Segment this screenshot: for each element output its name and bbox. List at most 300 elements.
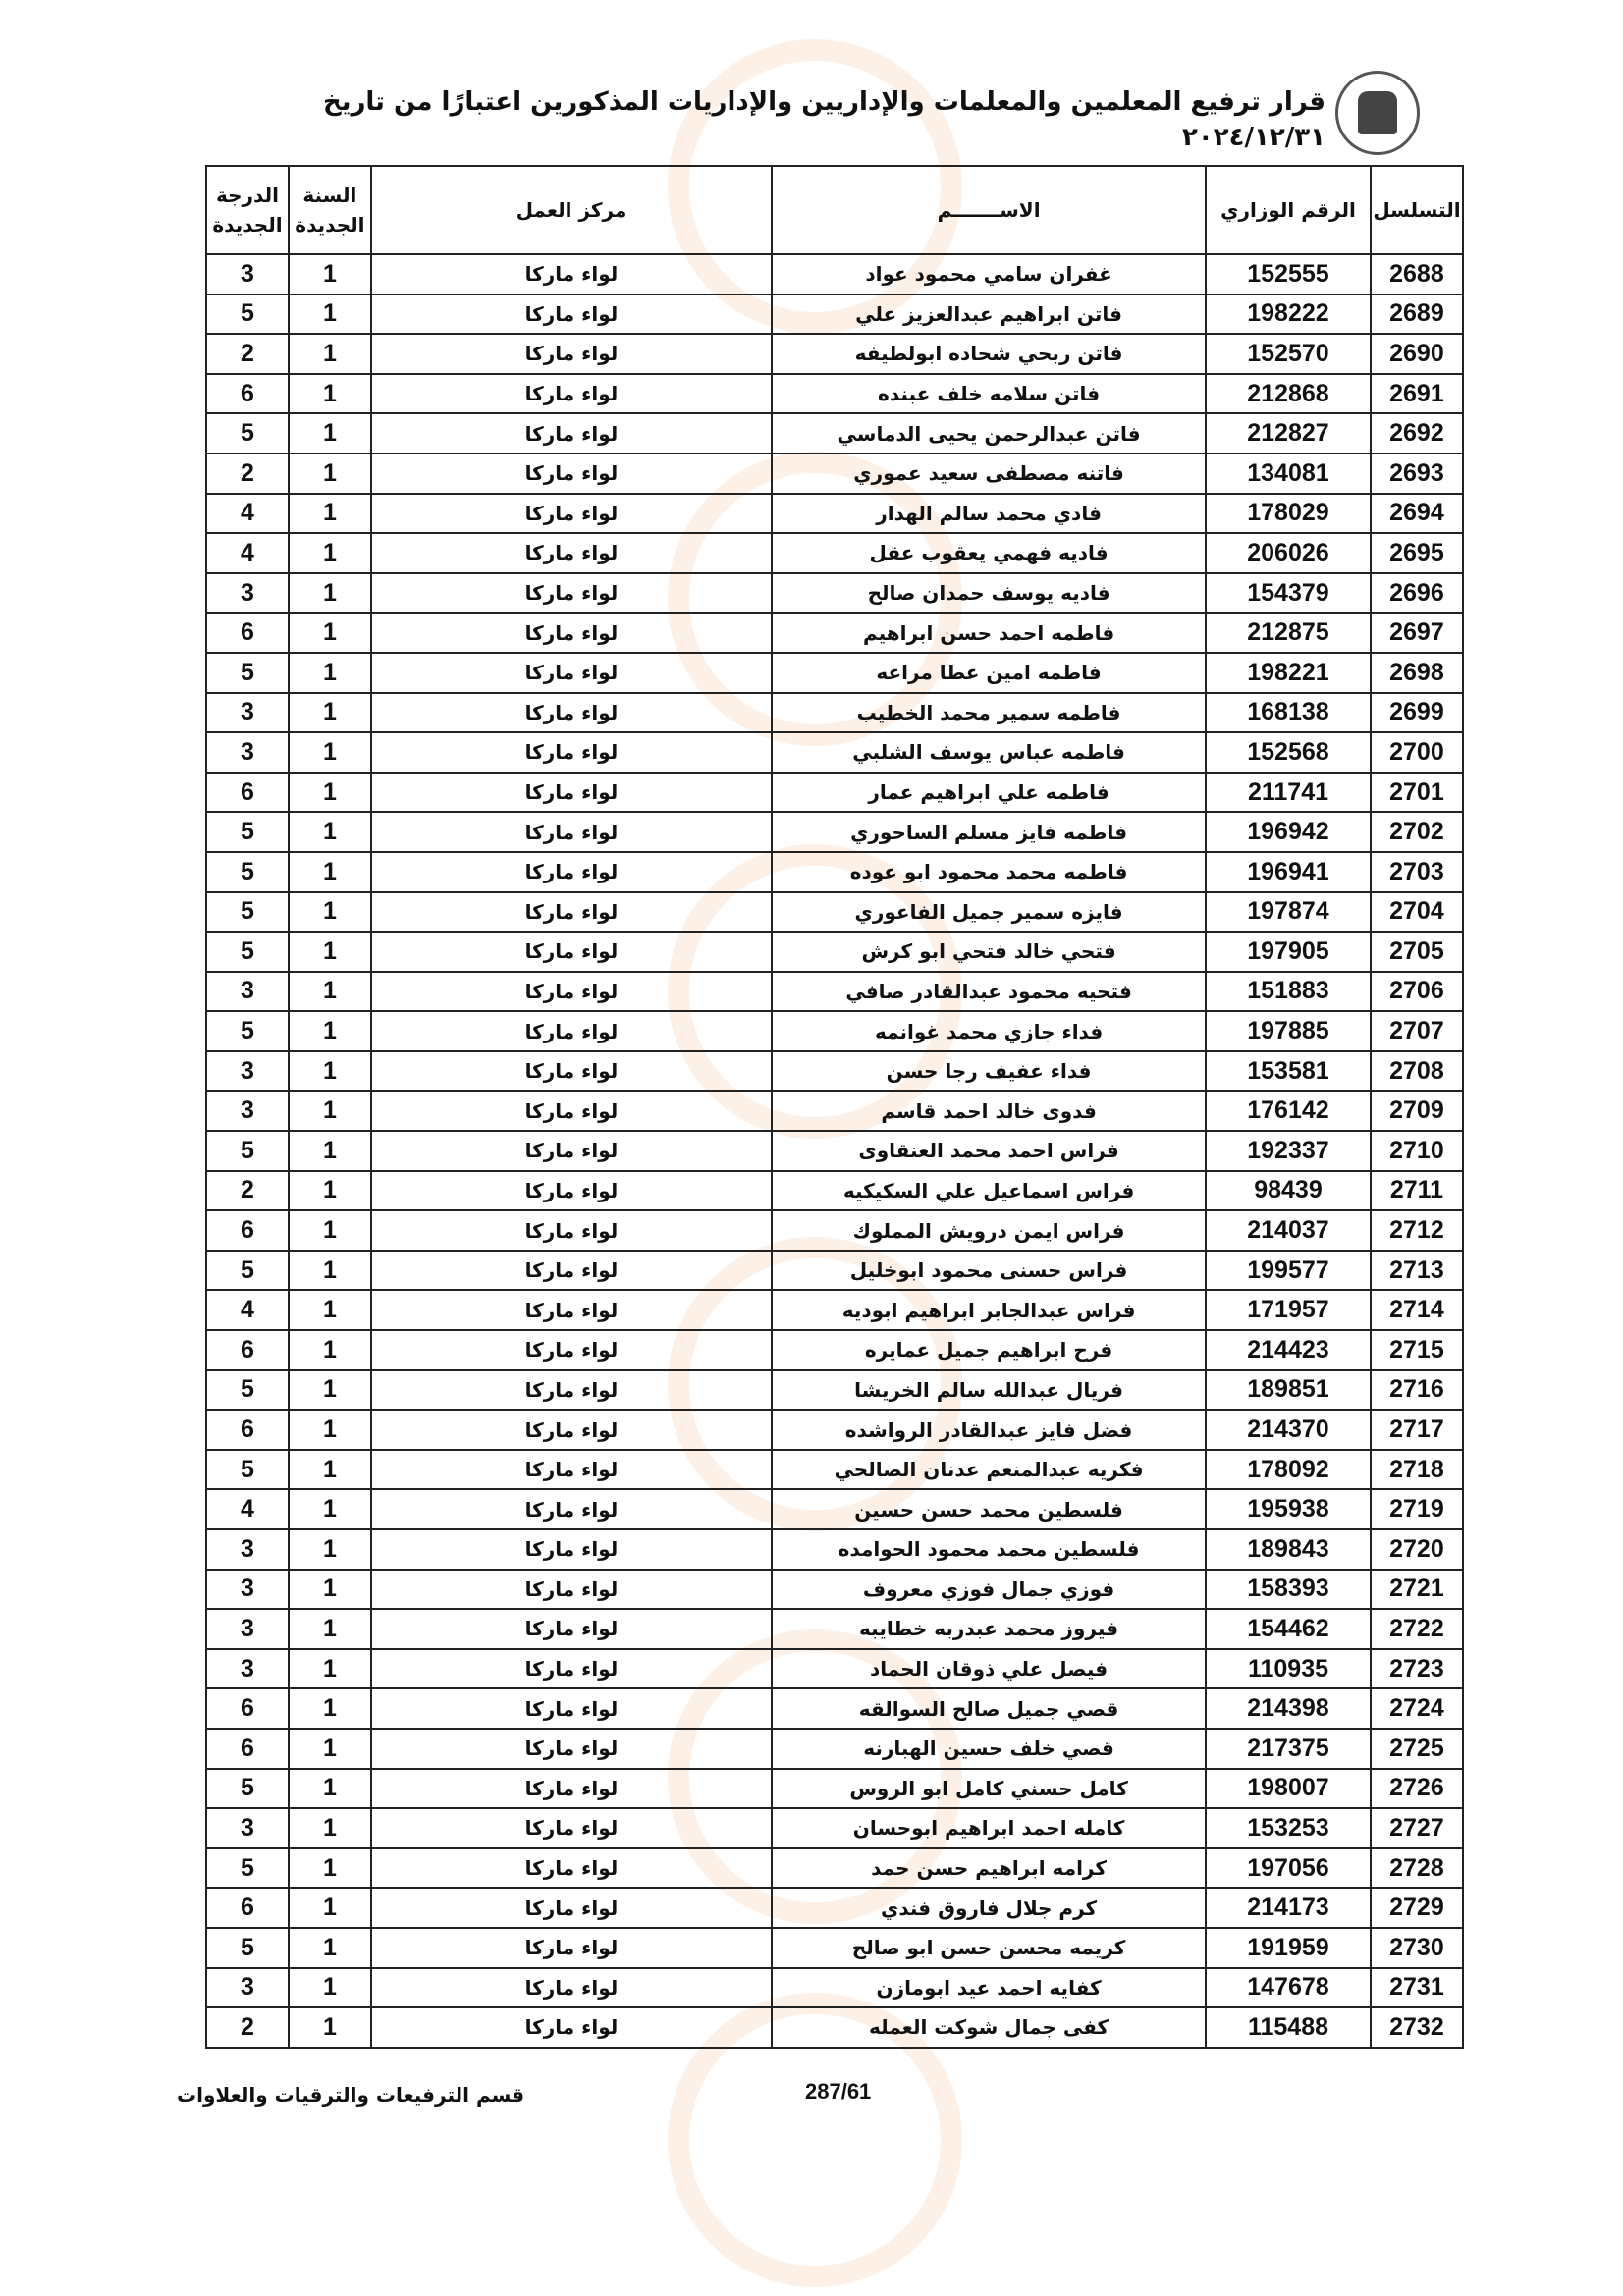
name-cell: كامله احمد ابراهيم ابوحسان xyxy=(772,1808,1206,1848)
new-year-cell: 1 xyxy=(289,1131,371,1171)
name-cell: كريمه محسن حسن ابو صالح xyxy=(772,1928,1206,1968)
new-year-cell: 1 xyxy=(289,413,371,454)
new-grade-cell: 6 xyxy=(206,1688,289,1729)
ministry-number-cell: 189843 xyxy=(1206,1529,1371,1570)
new-grade-cell: 3 xyxy=(206,1649,289,1689)
new-year-cell: 1 xyxy=(289,1011,371,1051)
name-cell: فداء جازي محمد غوانمه xyxy=(772,1011,1206,1051)
serial-cell: 2710 xyxy=(1371,1131,1463,1171)
name-cell: فاطمه سمير محمد الخطيب xyxy=(772,693,1206,733)
work-center-cell: لواء ماركا xyxy=(371,1808,772,1848)
name-cell: فاطمه احمد حسن ابراهيم xyxy=(772,613,1206,653)
table-row xyxy=(206,1330,1463,1370)
serial-cell: 2715 xyxy=(1371,1330,1463,1370)
serial-cell: 2699 xyxy=(1371,693,1463,733)
name-cell: فوزي جمال فوزي معروف xyxy=(772,1570,1206,1610)
work-center-cell: لواء ماركا xyxy=(371,1529,772,1570)
new-grade-cell: 4 xyxy=(206,494,289,534)
ministry-number-cell: 196942 xyxy=(1206,812,1371,852)
new-year-cell: 1 xyxy=(289,374,371,414)
new-year-cell: 1 xyxy=(289,1171,371,1211)
ministry-number-cell: 110935 xyxy=(1206,1649,1371,1689)
serial-cell: 2725 xyxy=(1371,1729,1463,1769)
new-year-cell: 1 xyxy=(289,494,371,534)
work-center-cell: لواء ماركا xyxy=(371,1410,772,1450)
ministry-number-cell: 168138 xyxy=(1206,693,1371,733)
name-cell: فاطمه فايز مسلم الساحوري xyxy=(772,812,1206,852)
header-work-center: مركز العمل xyxy=(371,166,772,254)
serial-cell: 2697 xyxy=(1371,613,1463,653)
table-row xyxy=(206,1251,1463,1291)
table-row xyxy=(206,892,1463,933)
work-center-cell: لواء ماركا xyxy=(371,1649,772,1689)
new-grade-cell: 4 xyxy=(206,533,289,573)
name-cell: فدوى خالد احمد قاسم xyxy=(772,1091,1206,1131)
ministry-number-cell: 152568 xyxy=(1206,732,1371,773)
name-cell: كفايه احمد عيد ابومازن xyxy=(772,1968,1206,2008)
serial-cell: 2705 xyxy=(1371,932,1463,972)
name-cell: فاطمه علي ابراهيم عمار xyxy=(772,773,1206,813)
ministry-number-cell: 189851 xyxy=(1206,1370,1371,1411)
work-center-cell: لواء ماركا xyxy=(371,1609,772,1649)
work-center-cell: لواء ماركا xyxy=(371,732,772,773)
name-cell: فلسطين محمد حسن حسين xyxy=(772,1489,1206,1529)
ministry-number-cell: 214037 xyxy=(1206,1210,1371,1251)
work-center-cell: لواء ماركا xyxy=(371,1450,772,1490)
new-year-cell: 1 xyxy=(289,294,371,335)
name-cell: فراس عبدالجابر ابراهيم ابوديه xyxy=(772,1290,1206,1330)
serial-cell: 2726 xyxy=(1371,1769,1463,1809)
serial-cell: 2721 xyxy=(1371,1570,1463,1610)
new-grade-cell: 5 xyxy=(206,1769,289,1809)
ministry-number-cell: 198222 xyxy=(1206,294,1371,335)
new-grade-cell: 2 xyxy=(206,454,289,494)
ministry-number-cell: 212875 xyxy=(1206,613,1371,653)
ministry-number-cell: 176142 xyxy=(1206,1091,1371,1131)
new-grade-cell: 3 xyxy=(206,732,289,773)
new-grade-cell: 4 xyxy=(206,1489,289,1529)
serial-cell: 2729 xyxy=(1371,1888,1463,1928)
serial-cell: 2689 xyxy=(1371,294,1463,335)
ministry-number-cell: 192337 xyxy=(1206,1131,1371,1171)
table-row xyxy=(206,533,1463,573)
work-center-cell: لواء ماركا xyxy=(371,1290,772,1330)
work-center-cell: لواء ماركا xyxy=(371,932,772,972)
serial-cell: 2709 xyxy=(1371,1091,1463,1131)
new-grade-cell: 5 xyxy=(206,852,289,892)
name-cell: فتحيه محمود عبدالقادر صافي xyxy=(772,972,1206,1012)
name-cell: فايزه سمير جميل الفاعوري xyxy=(772,892,1206,933)
new-year-cell: 1 xyxy=(289,254,371,294)
serial-cell: 2727 xyxy=(1371,1808,1463,1848)
new-year-cell: 1 xyxy=(289,454,371,494)
new-year-cell: 1 xyxy=(289,1649,371,1689)
new-year-cell: 1 xyxy=(289,1251,371,1291)
serial-cell: 2693 xyxy=(1371,454,1463,494)
table-row xyxy=(206,1210,1463,1251)
new-grade-cell: 6 xyxy=(206,773,289,813)
name-cell: فرح ابراهيم جميل عمايره xyxy=(772,1330,1206,1370)
new-year-cell: 1 xyxy=(289,2007,371,2048)
ministry-number-cell: 198221 xyxy=(1206,653,1371,693)
ministry-number-cell: 171957 xyxy=(1206,1290,1371,1330)
new-grade-cell: 6 xyxy=(206,613,289,653)
serial-cell: 2719 xyxy=(1371,1489,1463,1529)
work-center-cell: لواء ماركا xyxy=(371,294,772,335)
ministry-number-cell: 197874 xyxy=(1206,892,1371,933)
new-year-cell: 1 xyxy=(289,812,371,852)
ministry-number-cell: 199577 xyxy=(1206,1251,1371,1291)
ministry-number-cell: 198007 xyxy=(1206,1769,1371,1809)
new-grade-cell: 5 xyxy=(206,1928,289,1968)
new-grade-cell: 2 xyxy=(206,2007,289,2048)
table-row xyxy=(206,1848,1463,1889)
serial-cell: 2700 xyxy=(1371,732,1463,773)
new-grade-cell: 5 xyxy=(206,413,289,454)
new-year-cell: 1 xyxy=(289,773,371,813)
serial-cell: 2731 xyxy=(1371,1968,1463,2008)
name-cell: غفران سامي محمود عواد xyxy=(772,254,1206,294)
ministry-number-cell: 217375 xyxy=(1206,1729,1371,1769)
ministry-number-cell: 152570 xyxy=(1206,334,1371,374)
table-row xyxy=(206,1171,1463,1211)
table-row xyxy=(206,1649,1463,1689)
table-row xyxy=(206,454,1463,494)
table-row xyxy=(206,1888,1463,1928)
name-cell: فيروز محمد عبدربه خطايبه xyxy=(772,1609,1206,1649)
name-cell: فراس اسماعيل علي السكيكيه xyxy=(772,1171,1206,1211)
new-grade-cell: 6 xyxy=(206,1210,289,1251)
name-cell: كرامه ابراهيم حسن حمد xyxy=(772,1848,1206,1889)
new-grade-cell: 2 xyxy=(206,334,289,374)
name-cell: فاطمه محمد محمود ابو عوده xyxy=(772,852,1206,892)
ministry-number-cell: 154379 xyxy=(1206,573,1371,614)
work-center-cell: لواء ماركا xyxy=(371,2007,772,2048)
name-cell: فيصل علي ذوقان الحماد xyxy=(772,1649,1206,1689)
work-center-cell: لواء ماركا xyxy=(371,613,772,653)
ministry-number-cell: 178029 xyxy=(1206,494,1371,534)
name-cell: فاديه يوسف حمدان صالح xyxy=(772,573,1206,614)
ministry-number-cell: 158393 xyxy=(1206,1570,1371,1610)
work-center-cell: لواء ماركا xyxy=(371,972,772,1012)
new-year-cell: 1 xyxy=(289,1928,371,1968)
new-year-cell: 1 xyxy=(289,1570,371,1610)
ministry-number-cell: 153253 xyxy=(1206,1808,1371,1848)
work-center-cell: لواء ماركا xyxy=(371,374,772,414)
new-year-cell: 1 xyxy=(289,1091,371,1131)
new-grade-cell: 6 xyxy=(206,1729,289,1769)
new-year-cell: 1 xyxy=(289,1529,371,1570)
serial-cell: 2704 xyxy=(1371,892,1463,933)
name-cell: كامل حسني كامل ابو الروس xyxy=(772,1769,1206,1809)
ministry-number-cell: 115488 xyxy=(1206,2007,1371,2048)
ministry-number-cell: 212868 xyxy=(1206,374,1371,414)
table-row xyxy=(206,1808,1463,1848)
table-row xyxy=(206,254,1463,294)
serial-cell: 2701 xyxy=(1371,773,1463,813)
new-year-cell: 1 xyxy=(289,1370,371,1411)
new-grade-cell: 3 xyxy=(206,1609,289,1649)
new-year-cell: 1 xyxy=(289,1609,371,1649)
table-header-row xyxy=(206,166,1463,254)
work-center-cell: لواء ماركا xyxy=(371,334,772,374)
department-label: قسم الترفيعات والترقيات والعلاوات xyxy=(177,2083,525,2107)
name-cell: كفى جمال شوكت العمله xyxy=(772,2007,1206,2048)
name-cell: فراس حسنى محمود ابوخليل xyxy=(772,1251,1206,1291)
header-new-year: السنة الجديدة xyxy=(289,166,371,254)
new-grade-cell: 6 xyxy=(206,1330,289,1370)
table-row xyxy=(206,1609,1463,1649)
new-year-cell: 1 xyxy=(289,613,371,653)
serial-cell: 2720 xyxy=(1371,1529,1463,1570)
work-center-cell: لواء ماركا xyxy=(371,1370,772,1411)
table-row xyxy=(206,1410,1463,1450)
work-center-cell: لواء ماركا xyxy=(371,892,772,933)
work-center-cell: لواء ماركا xyxy=(371,1091,772,1131)
serial-cell: 2691 xyxy=(1371,374,1463,414)
new-grade-cell: 2 xyxy=(206,1171,289,1211)
ministry-number-cell: 178092 xyxy=(1206,1450,1371,1490)
name-cell: فراس ايمن درويش المملوك xyxy=(772,1210,1206,1251)
new-grade-cell: 6 xyxy=(206,374,289,414)
name-cell: كرم جلال فاروق فندي xyxy=(772,1888,1206,1928)
table-row xyxy=(206,812,1463,852)
ministry-number-cell: 191959 xyxy=(1206,1928,1371,1968)
ministry-number-cell: 206026 xyxy=(1206,533,1371,573)
work-center-cell: لواء ماركا xyxy=(371,1330,772,1370)
serial-cell: 2717 xyxy=(1371,1410,1463,1450)
new-grade-cell: 6 xyxy=(206,1410,289,1450)
work-center-cell: لواء ماركا xyxy=(371,1888,772,1928)
table-row xyxy=(206,294,1463,335)
new-year-cell: 1 xyxy=(289,732,371,773)
table-row xyxy=(206,773,1463,813)
ministry-number-cell: 98439 xyxy=(1206,1171,1371,1211)
table-row xyxy=(206,852,1463,892)
serial-cell: 2711 xyxy=(1371,1171,1463,1211)
table-row xyxy=(206,932,1463,972)
new-year-cell: 1 xyxy=(289,1769,371,1809)
new-grade-cell: 3 xyxy=(206,573,289,614)
table-row xyxy=(206,1450,1463,1490)
page-title: قرار ترفيع المعلمين والمعلمات والإداريين والإداريات المذكورين اعتبارًا من تاريخ ٢٠٢٤/١٢/٣١ xyxy=(322,87,1325,152)
name-cell: فاتن ابراهيم عبدالعزيز علي xyxy=(772,294,1206,335)
ministry-number-cell: 197905 xyxy=(1206,932,1371,972)
work-center-cell: لواء ماركا xyxy=(371,653,772,693)
ministry-number-cell: 197885 xyxy=(1206,1011,1371,1051)
table-row xyxy=(206,972,1463,1012)
work-center-cell: لواء ماركا xyxy=(371,812,772,852)
new-grade-cell: 3 xyxy=(206,1051,289,1092)
work-center-cell: لواء ماركا xyxy=(371,1131,772,1171)
new-year-cell: 1 xyxy=(289,1808,371,1848)
name-cell: فراس احمد محمد العنقاوى xyxy=(772,1131,1206,1171)
table-row xyxy=(206,1051,1463,1092)
work-center-cell: لواء ماركا xyxy=(371,1051,772,1092)
table-row xyxy=(206,1688,1463,1729)
new-year-cell: 1 xyxy=(289,1888,371,1928)
new-year-cell: 1 xyxy=(289,653,371,693)
work-center-cell: لواء ماركا xyxy=(371,852,772,892)
work-center-cell: لواء ماركا xyxy=(371,1489,772,1529)
table-row xyxy=(206,1011,1463,1051)
ministry-number-cell: 153581 xyxy=(1206,1051,1371,1092)
table-row xyxy=(206,1529,1463,1570)
new-grade-cell: 5 xyxy=(206,1450,289,1490)
work-center-cell: لواء ماركا xyxy=(371,1928,772,1968)
serial-cell: 2724 xyxy=(1371,1688,1463,1729)
ministry-number-cell: 214173 xyxy=(1206,1888,1371,1928)
serial-cell: 2696 xyxy=(1371,573,1463,614)
table-row xyxy=(206,1489,1463,1529)
work-center-cell: لواء ماركا xyxy=(371,494,772,534)
serial-cell: 2703 xyxy=(1371,852,1463,892)
crown-emblem-icon xyxy=(1358,91,1397,134)
table-row xyxy=(206,1370,1463,1411)
work-center-cell: لواء ماركا xyxy=(371,1688,772,1729)
work-center-cell: لواء ماركا xyxy=(371,254,772,294)
work-center-cell: لواء ماركا xyxy=(371,1848,772,1889)
new-grade-cell: 4 xyxy=(206,1290,289,1330)
new-year-cell: 1 xyxy=(289,1410,371,1450)
name-cell: فلسطين محمد محمود الحوامده xyxy=(772,1529,1206,1570)
serial-cell: 2688 xyxy=(1371,254,1463,294)
table-row xyxy=(206,1729,1463,1769)
serial-cell: 2708 xyxy=(1371,1051,1463,1092)
header-serial: التسلسل xyxy=(1371,166,1463,254)
new-grade-cell: 3 xyxy=(206,1091,289,1131)
serial-cell: 2695 xyxy=(1371,533,1463,573)
new-grade-cell: 5 xyxy=(206,1251,289,1291)
table-row xyxy=(206,1290,1463,1330)
table-row xyxy=(206,613,1463,653)
work-center-cell: لواء ماركا xyxy=(371,1251,772,1291)
work-center-cell: لواء ماركا xyxy=(371,413,772,454)
name-cell: فاتنه مصطفى سعيد عموري xyxy=(772,454,1206,494)
ministry-number-cell: 197056 xyxy=(1206,1848,1371,1889)
table-row xyxy=(206,1131,1463,1171)
new-grade-cell: 5 xyxy=(206,653,289,693)
serial-cell: 2714 xyxy=(1371,1290,1463,1330)
ministry-logo xyxy=(1335,71,1420,155)
name-cell: فاتن ربحي شحاده ابولطيفه xyxy=(772,334,1206,374)
new-grade-cell: 3 xyxy=(206,1570,289,1610)
header-name: الاســـــــم xyxy=(772,166,1206,254)
promotion-table xyxy=(205,165,1464,2049)
table-row xyxy=(206,413,1463,454)
name-cell: فاطمه عباس يوسف الشلبي xyxy=(772,732,1206,773)
name-cell: فداء عفيف رجا حسن xyxy=(772,1051,1206,1092)
new-grade-cell: 3 xyxy=(206,1968,289,2008)
serial-cell: 2713 xyxy=(1371,1251,1463,1291)
new-year-cell: 1 xyxy=(289,1968,371,2008)
header-ministry-number: الرقم الوزاري xyxy=(1206,166,1371,254)
serial-cell: 2692 xyxy=(1371,413,1463,454)
serial-cell: 2730 xyxy=(1371,1928,1463,1968)
page-number: 287/61 xyxy=(805,2079,872,2104)
new-year-cell: 1 xyxy=(289,852,371,892)
name-cell: فاتن عبدالرحمن يحيى الدماسي xyxy=(772,413,1206,454)
new-grade-cell: 3 xyxy=(206,972,289,1012)
work-center-cell: لواء ماركا xyxy=(371,573,772,614)
new-grade-cell: 5 xyxy=(206,1370,289,1411)
new-year-cell: 1 xyxy=(289,1450,371,1490)
ministry-number-cell: 214398 xyxy=(1206,1688,1371,1729)
work-center-cell: لواء ماركا xyxy=(371,1968,772,2008)
table-row xyxy=(206,1091,1463,1131)
new-grade-cell: 5 xyxy=(206,1131,289,1171)
new-year-cell: 1 xyxy=(289,1848,371,1889)
new-year-cell: 1 xyxy=(289,573,371,614)
serial-cell: 2706 xyxy=(1371,972,1463,1012)
ministry-number-cell: 212827 xyxy=(1206,413,1371,454)
new-grade-cell: 5 xyxy=(206,892,289,933)
table-row xyxy=(206,1769,1463,1809)
new-grade-cell: 5 xyxy=(206,812,289,852)
name-cell: قصي جميل صالح السوالقه xyxy=(772,1688,1206,1729)
serial-cell: 2728 xyxy=(1371,1848,1463,1889)
table-row xyxy=(206,1570,1463,1610)
work-center-cell: لواء ماركا xyxy=(371,693,772,733)
new-grade-cell: 6 xyxy=(206,1888,289,1928)
ministry-number-cell: 214423 xyxy=(1206,1330,1371,1370)
name-cell: فضل فايز عبدالقادر الرواشده xyxy=(772,1410,1206,1450)
serial-cell: 2718 xyxy=(1371,1450,1463,1490)
serial-cell: 2694 xyxy=(1371,494,1463,534)
ministry-number-cell: 151883 xyxy=(1206,972,1371,1012)
work-center-cell: لواء ماركا xyxy=(371,1570,772,1610)
work-center-cell: لواء ماركا xyxy=(371,773,772,813)
header-new-grade: الدرجة الجديدة xyxy=(206,166,289,254)
new-grade-cell: 5 xyxy=(206,932,289,972)
new-year-cell: 1 xyxy=(289,892,371,933)
new-year-cell: 1 xyxy=(289,1051,371,1092)
new-grade-cell: 5 xyxy=(206,294,289,335)
ministry-number-cell: 214370 xyxy=(1206,1410,1371,1450)
table-row xyxy=(206,334,1463,374)
table-row xyxy=(206,573,1463,614)
new-grade-cell: 3 xyxy=(206,254,289,294)
name-cell: فادي محمد سالم الهدار xyxy=(772,494,1206,534)
new-year-cell: 1 xyxy=(289,693,371,733)
new-grade-cell: 3 xyxy=(206,693,289,733)
table-row xyxy=(206,1928,1463,1968)
work-center-cell: لواء ماركا xyxy=(371,1769,772,1809)
work-center-cell: لواء ماركا xyxy=(371,454,772,494)
new-grade-cell: 5 xyxy=(206,1011,289,1051)
ministry-number-cell: 196941 xyxy=(1206,852,1371,892)
serial-cell: 2698 xyxy=(1371,653,1463,693)
new-year-cell: 1 xyxy=(289,1330,371,1370)
table-row xyxy=(206,693,1463,733)
ministry-number-cell: 147678 xyxy=(1206,1968,1371,2008)
serial-cell: 2707 xyxy=(1371,1011,1463,1051)
serial-cell: 2722 xyxy=(1371,1609,1463,1649)
name-cell: فكريه عبدالمنعم عدنان الصالحي xyxy=(772,1450,1206,1490)
table-row xyxy=(206,732,1463,773)
serial-cell: 2732 xyxy=(1371,2007,1463,2048)
work-center-cell: لواء ماركا xyxy=(371,533,772,573)
new-year-cell: 1 xyxy=(289,1489,371,1529)
name-cell: فريال عبدالله سالم الخريشا xyxy=(772,1370,1206,1411)
name-cell: فتحي خالد فتحي ابو كرش xyxy=(772,932,1206,972)
new-year-cell: 1 xyxy=(289,1210,371,1251)
table-row xyxy=(206,374,1463,414)
work-center-cell: لواء ماركا xyxy=(371,1729,772,1769)
table-row xyxy=(206,494,1463,534)
new-year-cell: 1 xyxy=(289,533,371,573)
work-center-cell: لواء ماركا xyxy=(371,1011,772,1051)
